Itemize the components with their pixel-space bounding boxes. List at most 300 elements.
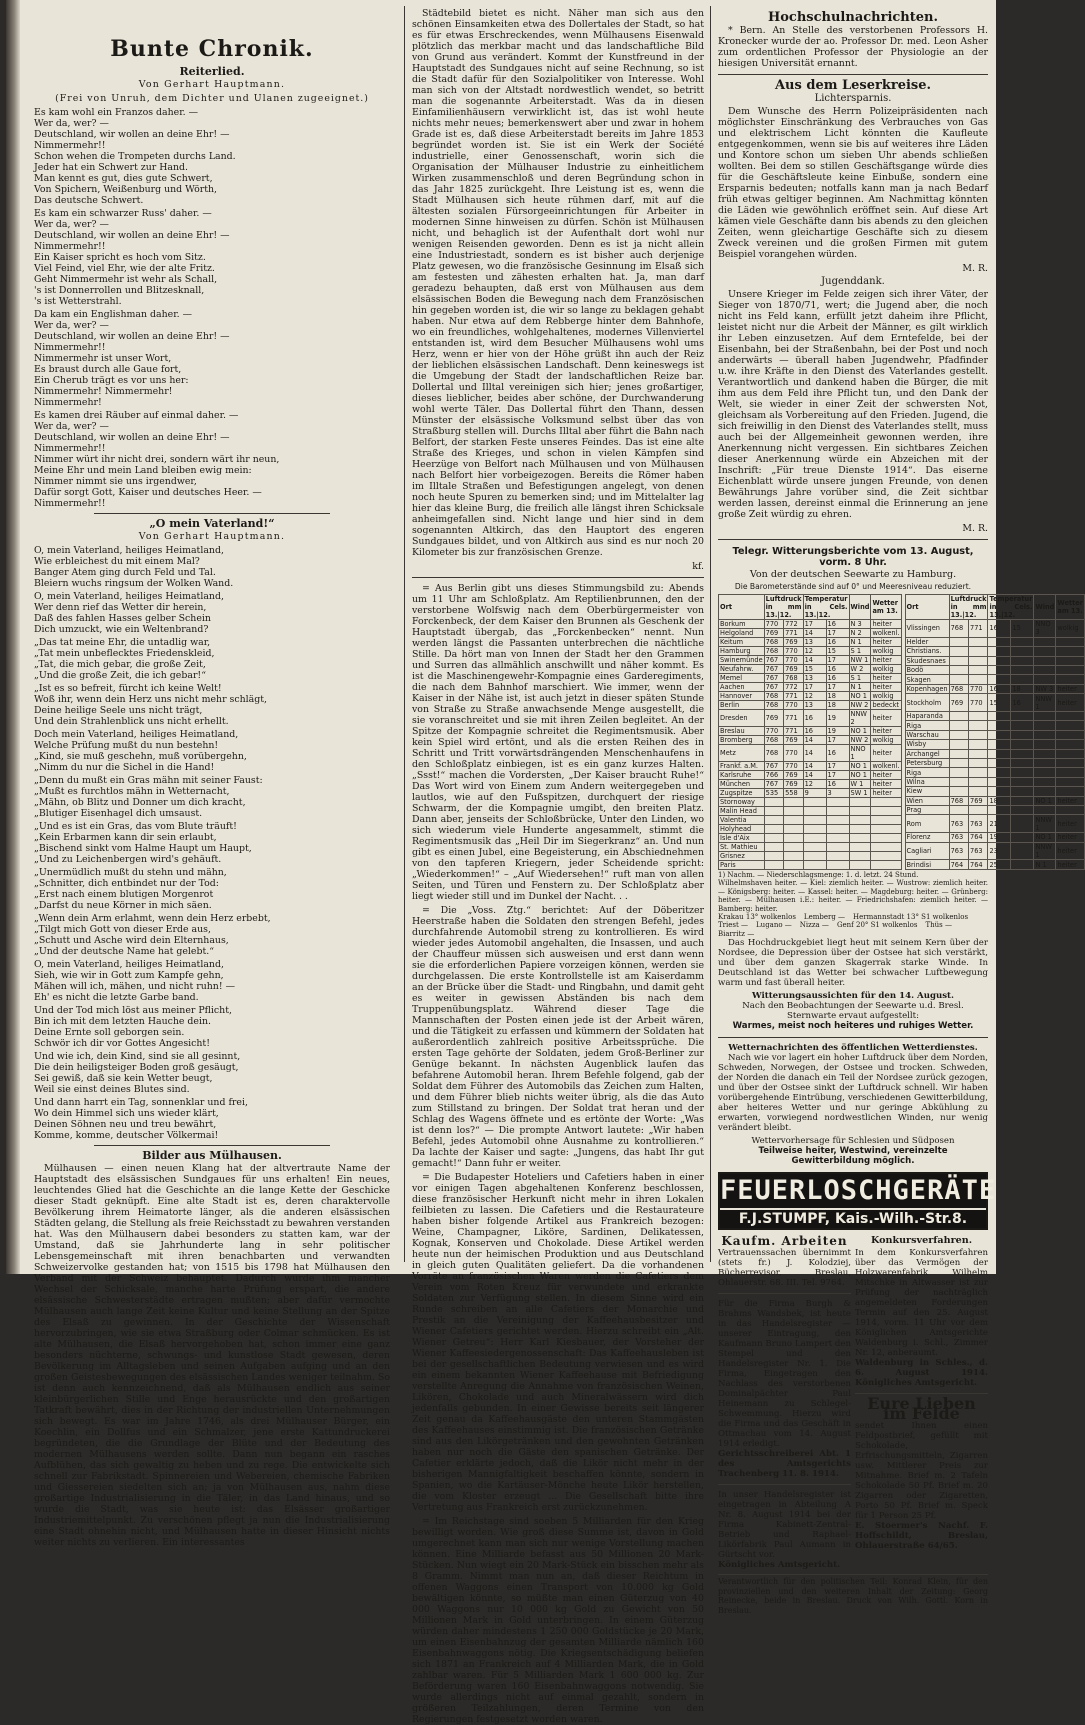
weather-cell	[969, 777, 988, 786]
weather-cell: W 1	[849, 780, 871, 789]
weather-cell	[949, 656, 968, 665]
weather-cell	[1056, 730, 1085, 739]
weather-cell	[988, 675, 1011, 684]
weather-cell	[969, 806, 988, 815]
weather-cell: 769	[784, 780, 803, 789]
weather-cell: Dresden	[719, 710, 765, 727]
weather-cell: heiter	[871, 656, 901, 665]
classified-left	[718, 1236, 851, 1570]
weather-cell	[1011, 749, 1034, 758]
weather-row	[905, 749, 1084, 758]
weather-mini-item: Nizza —	[799, 921, 829, 930]
weather-cell	[1011, 860, 1034, 870]
weather-cell: 16	[1011, 694, 1034, 712]
weather-cell: NW 2	[849, 736, 871, 745]
weather-cell: Stornoway	[719, 798, 765, 807]
weather-cell: 16	[826, 780, 849, 789]
weather-row	[719, 620, 902, 629]
weather-mini-item: Genf 20° S1 wolkenlos	[836, 921, 918, 930]
weather-row	[905, 787, 1084, 796]
weather-cell	[826, 825, 849, 834]
weather-cell	[988, 712, 1011, 721]
column-rule	[404, 6, 405, 1262]
weather-cell	[784, 816, 803, 825]
weather-cell	[988, 637, 1011, 646]
weather-cell: Zugspitze	[719, 789, 765, 798]
poem-dedication: (Frei von Unruh, dem Dichter und Ulanen zugeeignet.)	[55, 93, 369, 104]
weather-cell: 769	[784, 638, 803, 647]
weather-cell: 763	[969, 815, 988, 833]
weather-cell: 18	[826, 692, 849, 701]
weather-cell	[803, 834, 826, 843]
weather-cell: heiter	[871, 771, 901, 780]
weather-cell: S 1	[849, 647, 871, 656]
weather-header-cell: Luftdruck in mm 13.|12.	[950, 595, 987, 619]
weather-cell	[1034, 721, 1056, 730]
column-left	[34, 8, 390, 1548]
weather-cell: 771	[784, 710, 803, 727]
weather-cell: 16	[826, 638, 849, 647]
weather-row	[905, 842, 1084, 860]
weather-cell	[1011, 740, 1034, 749]
poem-stanza: Und der Tod mich löst aus meiner Pflicht, Bin ich mit dem letzten Hauche dein. Deine Ernte soll geborgen sein. Schwör ich dir vor Gottes Angesicht!	[34, 1005, 232, 1049]
weather-cell: heiter	[871, 683, 901, 692]
weather-cell: 767	[764, 683, 783, 692]
weather-cell	[871, 834, 901, 843]
weather-cell	[784, 798, 803, 807]
weather-cell: NW 3	[1034, 684, 1056, 693]
weather-cell	[1011, 815, 1034, 833]
weather-cell	[988, 721, 1011, 730]
weather-cell: 768	[764, 638, 783, 647]
weather-cell	[988, 806, 1011, 815]
weather-cell	[969, 787, 988, 796]
weather-cell	[949, 721, 968, 730]
weather-cell: Hamburg	[719, 647, 765, 656]
weather-cell	[1056, 759, 1085, 768]
weather-cell: heiter	[871, 674, 901, 683]
weather-cell: Valentia	[719, 816, 765, 825]
weather-cell: 768	[949, 684, 968, 693]
section-title: Hochschulnachrichten.	[767, 10, 939, 25]
weather-row	[905, 740, 1084, 749]
weather-cell: 14	[803, 736, 826, 745]
poem-stanza: „Wenn dein Arm erlahmt, wenn dein Herz erbebt, „Tilgt mich Gott von dieser Erde aus, „Schutt und Asche wird dein Elternhaus, „Und der deutsche Name hat gelebt.“	[34, 913, 271, 957]
regional-forecast-text: Teilweise heiter, Westwind, vereinzelte Gewitterbildung möglich.	[758, 1146, 948, 1167]
divider	[94, 1145, 330, 1146]
weather-cell: 769	[969, 796, 988, 805]
poem-stanza: „Denn du mußt ein Gras mähn mit seiner Faust: „Mußt es furchtlos mähn in Wetternacht, „Mähn, ob Blitz und Donner um dich kracht, „Blutiger Eisenhagel dich umsaust.	[34, 775, 263, 819]
weather-cell: 769	[784, 771, 803, 780]
weather-cell	[1011, 647, 1034, 656]
weather-cell: 21	[988, 815, 1011, 833]
weather-row	[905, 730, 1084, 739]
weather-cell: Hannover	[719, 692, 765, 701]
weather-cell: 17	[826, 736, 849, 745]
weather-cell	[949, 749, 968, 758]
weather-cell	[969, 730, 988, 739]
weather-cell: Florenz	[905, 833, 949, 842]
weather-tables	[718, 594, 1083, 870]
weather-cell: NO 1	[849, 727, 871, 736]
weather-cell	[988, 759, 1011, 768]
weather-cell: 764	[969, 860, 988, 870]
weather-cell: 769	[784, 665, 803, 674]
weather-cell: 13	[803, 638, 826, 647]
weather-cell: 770	[784, 647, 803, 656]
weather-cell	[949, 806, 968, 815]
weather-cell: Neufahrw.	[719, 665, 765, 674]
weather-cell: 16	[803, 727, 826, 736]
classified-right	[855, 1236, 988, 1570]
weather-row	[905, 647, 1084, 656]
weather-cell	[1034, 787, 1056, 796]
weather-cell	[1034, 806, 1056, 815]
weather-row	[905, 759, 1084, 768]
weather-cell: wolkig	[871, 736, 901, 745]
weather-cell	[1034, 647, 1056, 656]
weather-cell: Memel	[719, 674, 765, 683]
poem-stanza: O, mein Vaterland, heiliges Heimatland, Wie erbleichest du mit einem Mal? Banger Atem ging durch Feld und Tal. Bleiern wuchs ringsum der Wolken Wand.	[34, 545, 234, 589]
weather-cell: 771	[969, 620, 988, 638]
weather-row	[719, 647, 902, 656]
weather-row	[905, 721, 1084, 730]
weather-cell	[803, 861, 826, 870]
weather-cell: 16	[826, 674, 849, 683]
weather-cell	[949, 787, 968, 796]
weather-row	[905, 833, 1084, 842]
weather-cell	[871, 816, 901, 825]
weather-cell	[988, 777, 1011, 786]
poem-stanza: Es kam ein schwarzer Russ' daher. — Wer da, wer? — Deutschland, wir wollen an deine Ehr! — Nimmermehr!! Ein Kaiser spricht es hoch vom Sitz. Viel Feind, viel Ehr, wie der alte Fritz. Geht Nimmermehr ist wehr als Schall, 's ist Donnerrollen und Blitzesknall, 's ist Wetterstrahl.	[34, 208, 230, 307]
weather-cell: NO 1	[849, 762, 871, 771]
weather-cell: Kopenhagen	[906, 685, 948, 694]
news-item-berlin: = Aus Berlin gibt uns dieses Stimmungsbild zu: Abends um 11 Uhr am Schloßplatz. Am Reptilienbrunnen, den der verstorbene Wolfswig nach dem Oberbürgermeister von Forckenbeck, der dem Kaiser den Brunnen als Geschenk der Hauptstadt übergab, das „Forckenbecken“ nennt. Nun werden längst die Passanten unterbrechen die nächtliche Stille. Da hört man von Innen der Stadt her den Grammen und Surren das allmählich anschwillt und näher kommt. Es ist die Maschinengewehr-Kompagnie eines Garderegiments, die nach dem Bahnhof marschiert. Wie immer, wenn der Kaiser in der Nähe ist, ist auch jetzt in dieser späten Stunde von Straße zu Straße anwachsende Menge ausgestellt, die sie voranschreitet und sie mit ihren Zeilen begleitet. An der Spitze der Kompagnie schreitet die Regimentsmusik. Aber kein Spiel wird ertönt, und als die ersten Reihen des in Schritt und Tritt vorwärtsdrängenden Menschenhaufens in den Schloßplatz einbiegen, ist es ein ganz kurzes Halten. „Ssst!“ machen die Vordersten, „Der Kaiser braucht Ruhe!“ Das Wort wird von Einem zum Andern weitergegeben und lautlos, wie auf den Fußspitzen, durchquert der riesige Schwarm, der die Kompagnie umgibt, den breiten Platz. Dann aber, jenseits der Schloßbrücke, Unter den Linden, wo sich wiederum viele Hunderte angesammelt, stimmt die Regimentsmusik das „Heil Dir im Siegerkranz“ an. Und nun gibt es einen Jubel, eine Begeisterung, ein Abschiednehmen von den tapferen Kriegern, jeder Scheidende spricht: „Wiederkommen!“ – „Auf Wiedersehen!“ ruft man von allen Seiten, und Türen und Fenstern zu. Der Schloßplatz aber liegt wieder still und im Dunkel der Nacht. . .	[412, 583, 704, 902]
poem-stanza: „Das tat meine Ehr, die untadlig war, „Tat mein unbeflecktes Friedenskleid, „Tat, die mich gebar, die große Zeit, „Und die große Zeit, die ich gebar!“	[34, 637, 215, 681]
news-item-reichstag: = Im Reichstage sind soeben 5 Milliarden für den Krieg bewilligt worden. Wie groß diese Summe ist, davon in Gold umgerechnet kann man sich nur wenige Vorstellung machen können. Eine Milliarde befasst aus 50 Millionen 20 Mark-Stücken. Nun wiegt ein 20 Mark-Stück ein bisschen mehr als 8 Gramm. Nimmt man nun an, daß dieser Reichtum in offenen Waggons einen Transport von 10.000 kg Gold bewältigen könnte, so müßte man einen Güterzug von 40 000 Waggons nur 10 000 kg Gold zu Gewicht von 50 Millionen Mark in Gold unterbringen. In einem Güterzug würden daher mindestens 1 250 000 Goldstücke je 20 Mark, um einen Eisenbahnzug der gesamten Milliarde nämlich 160 Eisenbahnwaggons nötig. Die Kriegsentschädigung beliefen sich 1871 an Frankreich auf 4 Milliarden Mark, die in Gold zahlbar waren. Für 5 Milliarden Mark 1 600 000 kg. Zur Beförderung waren 160 Eisenbahnwaggons notwendig. Sie wurde allerdings nicht auf einmal gezahlt, sondern in größeren Teilzahlungen, deren Termine von den Regierungen festgesetzt worden waren.	[412, 1516, 704, 1725]
weather-row	[905, 637, 1084, 646]
weather-cell: N 3	[849, 620, 871, 629]
weather-cell	[1011, 768, 1034, 777]
weather-cell	[1056, 675, 1085, 684]
weather-cell	[1034, 637, 1056, 646]
weather-cell: Warschau	[905, 730, 949, 739]
weather-cell	[1011, 675, 1034, 684]
section-title: Aus dem Leserkreise.	[774, 78, 932, 93]
weather-cell	[826, 861, 849, 870]
weather-cell: 9	[803, 789, 826, 798]
weather-cell: Archangel	[905, 749, 949, 758]
weather-cell: 13	[803, 674, 826, 683]
weather-cell: 535	[764, 789, 783, 798]
weather-row	[719, 692, 902, 701]
poem-stanza: Es kamen drei Räuber auf einmal daher. — Wer da, wer? — Deutschland, wir wollen an deine Ehr! — Nimmermehr!! Nimmer würt ihr nicht drei, sondern wärt ihr neun, Meine Ehr und mein Land bleiben ewig mein: Nimmer nimmt sie uns irgendwer, Dafür sorgt Gott, Kaiser und deutsches Heer. — Nimmermehr!!	[34, 410, 280, 509]
weather-cell: Helgoland	[719, 629, 765, 638]
weather-mini-item: Thüs —	[925, 921, 953, 930]
poem-author: Von Gerhart Hauptmann.	[138, 531, 286, 542]
weather-cell: 558	[784, 789, 803, 798]
weather-cell	[1056, 777, 1085, 786]
poem-stanza: O, mein Vaterland, heiliges Heimatland, Wer denn rief das Wetter dir herein, Daß des fahlen Hasses gelber Schein Dich umzuckt, wie ein Weltenbrand?	[34, 591, 224, 635]
weather-row	[905, 796, 1084, 805]
weather-footnote: 1) Nachm. — Niederschlagsmenge: 1. d. letzt. 24 Stund.	[718, 871, 919, 879]
column-rule	[710, 6, 711, 1262]
weather-cell: 13	[803, 701, 826, 710]
weather-cell	[1056, 647, 1085, 656]
weather-cell: 768	[784, 674, 803, 683]
poem-stanza: „Und es ist ein Gras, das vom Blute träuft! „Kein Erbarmen kann dir sein erlaubt, „Bischend sinkt vom Halme Haupt um Haupt, „Und zu Leichenbergen wird's gehäuft.	[34, 821, 252, 865]
weather-cell	[1056, 787, 1085, 796]
weather-cell	[871, 843, 901, 852]
weather-cell: Brindisi	[905, 860, 949, 870]
weather-row	[719, 727, 902, 736]
weather-cell	[969, 759, 988, 768]
weather-cell: Breslau	[719, 727, 765, 736]
weather-row	[905, 815, 1084, 833]
weather-cell: Vlissingen	[905, 620, 949, 638]
weather-cell: SW 1	[849, 789, 871, 798]
weather-row	[905, 694, 1084, 712]
classified-heading: Kaufm. Arbeiten	[721, 1234, 848, 1249]
weather-cell: wolkenl.	[872, 629, 900, 637]
weather-cell	[969, 721, 988, 730]
weather-cell: 18	[1011, 684, 1034, 693]
divider	[718, 1037, 988, 1038]
weather-cell: 770	[784, 656, 803, 665]
weather-cell	[803, 816, 826, 825]
weather-cell	[949, 637, 968, 646]
weather-cell	[969, 666, 988, 675]
weather-cell: 17	[826, 683, 849, 692]
weather-row	[905, 675, 1084, 684]
weather-row	[719, 701, 902, 710]
weather-row	[719, 683, 902, 692]
weather-row	[905, 656, 1084, 665]
weather-cell: 16	[826, 620, 849, 629]
weather-cell: 771	[784, 692, 803, 701]
article-signature: kf.	[692, 561, 704, 572]
weather-cell: heiter	[1056, 842, 1085, 860]
weather-cell	[988, 647, 1011, 656]
weather-cell: 16	[826, 665, 849, 674]
weather-cell: 15	[988, 694, 1011, 712]
weather-cell: 768	[764, 736, 783, 745]
weather-cell: 770	[969, 684, 988, 693]
weather-cell: Holyhead	[719, 825, 765, 834]
weather-cell	[988, 666, 1011, 675]
weather-cell: Helder	[905, 637, 949, 646]
notice-text: In dem Konkursverfahren über das Vermögen der Holzwarenfabrik Wilhelm Mitschke in Altwasser ist zur Prüfung der nachträglich angemeldeten Forderungen Termin auf den 25. August 1914, vorm. 11 Uhr vor dem Königlichen Amtsgerichte Waldenburg i. Schl., Zimmer Nr. 12, anberaumt.	[855, 1248, 988, 1359]
classifieds	[718, 1236, 988, 1570]
weather-cell	[1011, 759, 1034, 768]
weather-cell: 16	[988, 684, 1011, 693]
weather-header-cell: Wind	[849, 595, 871, 620]
weather-cell	[1056, 768, 1085, 777]
weather-cell	[1011, 666, 1034, 675]
weather-cell	[764, 861, 783, 870]
weather-cell	[764, 798, 783, 807]
weather-cell: 15	[803, 665, 826, 674]
weather-cell: heiter	[871, 620, 901, 629]
weather-cell	[1011, 787, 1034, 796]
weather-cell	[1034, 768, 1056, 777]
weather-cell: Wilna	[905, 777, 949, 786]
weather-header-cell: Temperatur in Cels. 13.|12.	[989, 595, 1033, 619]
weather-cell: 770	[969, 694, 988, 712]
weather-header-cell: Wind	[1034, 595, 1056, 620]
weather-cell	[1034, 759, 1056, 768]
weather-cell	[969, 637, 988, 646]
weather-cell	[1011, 806, 1034, 815]
weather-cell: 763	[949, 833, 968, 842]
weather-cell: 14	[803, 629, 826, 638]
weather-cell	[849, 798, 871, 807]
weather-cell	[1056, 637, 1085, 646]
notice-sign: Königliches Amtsgericht.	[718, 1560, 841, 1571]
weather-cell	[764, 852, 783, 861]
weather-cell: 770	[784, 762, 803, 771]
weather-cell	[1056, 721, 1085, 730]
weather-service-title: Wetternachrichten des öffentlichen Wetterdienstes.	[728, 1043, 978, 1054]
weather-cell: 770	[764, 727, 783, 736]
weather-cell: 3	[826, 789, 849, 798]
forecast-text: Warmes, meist noch heiteres und ruhiges Wetter.	[732, 1021, 974, 1032]
section-masthead: Bunte Chronik.	[110, 36, 314, 62]
weather-row	[719, 861, 902, 870]
weather-row	[905, 768, 1084, 777]
weather-cell	[764, 816, 783, 825]
weather-cell: 17	[826, 629, 849, 638]
weather-mini-item: Lugano —	[756, 921, 792, 930]
imprint: Verantwortlich für den politischen Teil: Konrad Klein, für den provinziellen und den weiteren Inhalt der Zeitung: Georg Reinecke, beide in Breslau. Druck von Wilh. Gottl. Korn in Breslau.	[718, 1574, 988, 1615]
weather-cell: 768	[764, 745, 783, 762]
poem-stanza: Und dann harrt ein Tag, sonnenklar und frei, Wo dein Himmel sich uns wieder klärt, Deinen Söhnen neu und treu bewährt, Komme, komme, deutscher Völkermai!	[34, 1097, 248, 1141]
weather-cell: Bromberg	[719, 736, 765, 745]
weather-cell	[803, 843, 826, 852]
weather-overview: Das Hochdruckgebiet liegt heut mit seinem Kern über der Nordsee, die Depression über der Ostsee hat sich verstärkt, und über dem ganzen Skagerrak starke Winde. In Deutschland ist das Wetter bei schwacher Luftbewegung warm und fast überall heiter.	[718, 938, 988, 989]
weather-cell: Borkum	[719, 620, 765, 629]
weather-cell: 23	[988, 842, 1011, 860]
article-title: Bilder aus Mülhausen.	[142, 1149, 282, 1162]
weather-row	[905, 712, 1084, 721]
weather-cell: heiter	[1056, 796, 1085, 805]
weather-cell	[969, 712, 988, 721]
weather-cell: 15	[826, 647, 849, 656]
weather-row	[719, 629, 902, 638]
weather-cell: Metz	[719, 745, 765, 762]
weather-cell	[949, 647, 968, 656]
weather-row	[905, 684, 1084, 693]
weather-cell	[803, 825, 826, 834]
weather-header-cell: Temperatur in Cels. 13.|12.	[804, 595, 848, 619]
weather-cell	[871, 798, 901, 807]
poem-stanza: Doch mein Vaterland, heiliges Heimatland, Welche Prüfung mußt du nun bestehn! „Kind, sie muß geschehn, muß vorübergehn, „Nimm du nur die Sichel in die Hand!	[34, 729, 247, 773]
weather-cell	[784, 834, 803, 843]
weather-cell: 12	[803, 780, 826, 789]
weather-cell: Rom	[905, 815, 949, 833]
weather-cell	[1056, 740, 1085, 749]
weather-cell: Prag	[905, 806, 949, 815]
weather-cell: Skudesnaes	[905, 656, 949, 665]
subsection-title: Jugenddank.	[821, 276, 885, 287]
weather-cell	[1034, 712, 1056, 721]
weather-cell	[784, 807, 803, 816]
weather-cell: wolkig	[871, 692, 901, 701]
weather-row	[719, 834, 902, 843]
weather-cell: 17	[803, 620, 826, 629]
weather-cell: 18	[988, 796, 1011, 805]
weather-cell	[784, 852, 803, 861]
weather-cell: 767	[764, 665, 783, 674]
notice-text: Für die Firma Burgh & Brahms Wandsbek, ist heute in das Handelsregister — unserer Eintragung, den Kaufmann Bruno Lampert den Stempel und den Handelsregister Nr. 1. Die Firma, Eingetragen den Nachlass des verstorbenen Dominalpächter Paul Heinemann zu Schlegel-Schwemmung. Hierzu wird die Firma und das Geschäft in Ottmachau vom 14. August 1914 erledigt.	[718, 1299, 851, 1450]
weather-cell	[1034, 749, 1056, 758]
divider	[718, 1484, 851, 1485]
weather-row	[719, 825, 902, 834]
weather-cell: heiter	[871, 780, 901, 789]
letter-signature: M. R.	[962, 523, 988, 534]
article-continuation: Städtebild bietet es nicht. Näher man sich aus den schönen Einsamkeiten etwa des Dollertales der Stadt, so hat es für etwas Erschreckendes, wenn Mülhausens Eisenwald plötzlich das merkbar macht und das landschaftliche Bild von Grund aus verändert. Kommt der Kunstfreund in der Hauptstadt des Sundgaues nicht auf seine Rechnung, so ist die Stadt dafür für den Sozialpolitiker von Interesse. Wohl man sich von der Altstadt nordwestlich wendet, so betritt man die sogenannte Arbeiterstadt. Was da in diesen Einfamilienhäusern verwirklicht ist, das ist wohl heute nichts mehr neues; bemerkenswert aber und zwar in hohem Grade ist es, daß diese Arbeiterstadt bereits im Jahre 1853 begründet worden ist. Sie ist ein Werk der Société industrielle, einer Genossenschaft, worin sich die Organisation der Mülhauser Industrie zu einheitlichem Wirken zusammenschloß und deren Begründung schon in das Jahr 1825 zurückgeht. Ihre Leistung ist es, wenn die Stadt Mülhausen sich heute rühmen darf, mit auf die ältesten sozialen Fürsorgeeinrichtungen für Arbeiter in modernen Sinne hinweisen zu dürfen. Schön ist Mülhausen nicht, und behaglich ist der Aufenthalt dort wohl nur wenigen Reisenden geworden. Denn es ist ja nicht allein eine Industriestadt, sondern es ist bisher auch derjenige Platz gewesen, wo die französische Gesinnung im Elsaß sich am festesten und zähesten erhalten hat. Ja, man darf geradezu behaupten, daß erst von Mülhausen aus dem elsässischen Boden die Bewegung nach dem Französischen hin gegeben worden ist, die wir so lange zu beklagen gehabt haben. Nur etwa auf dem Rebberge hinter dem Bahnhofe, wo ein freundliches, wohlgehaltenes, modernes Villenviertel entstanden ist, wird dem Besucher Mülhausens wohl ums Herz, wenn er hier von der Höhe grüßt ihn auch der Reiz der lieblichen elsässischen Landschaft. Denn keineswegs ist die Umgebung der Stadt der landschaftlichen Reize bar. Dollertal und Illtal vereinigen sich hier; jenes großartiger, dieses lieblicher, beides aber schöne, der Durchwanderung wohl werte Täler. Das Dollertal führt den Thann, dessen Münster der elsässische Volksmund selbst über das von Straßburg stellen will. Durchs Illtal aber führt die Bahn nach Belfort, der starken Feste unseres Feindes. Das ist eine alte Straße des Krieges, und schon in vielen Kämpfen sind Heerzüge von Belfort nach Mülhausen und von Mülhausen nach Belfort hier vorbeigezogen. Bereits die Römer haben im Illtale Straßen und Befestigungen angelegt, von denen noch heute Spuren zu bemerken sind; und im Mittelalter lag hier das kleine Burg, die freilich alle längst ihren Schicksale anheimgefallen sind. Nicht lange und hier sind in dem sogenannten Altkirch, das den Hauptort des engeren Sundgaues bildet, und von Altkirch aus sind es nur noch 20 Kilometer bis zur französischen Grenze.	[412, 8, 704, 558]
weather-cell: Frankf. a.M.	[719, 762, 765, 771]
weather-cell: heiter	[1056, 833, 1085, 842]
weather-row	[719, 771, 902, 780]
weather-cell: 772	[784, 620, 803, 629]
weather-cell	[826, 816, 849, 825]
notice-sign: Waldenburg in Schles., d. 6. August 1914. Königliches Amtsgericht.	[855, 1358, 988, 1389]
weather-mini-item: Biarritz —	[718, 929, 755, 938]
notice-sign: Gerichtsschreiberei Abt. 1 des Amtsgerichts Trachenberg 11. 8. 1914.	[718, 1449, 851, 1480]
weather-row	[905, 666, 1084, 675]
weather-row	[719, 852, 902, 861]
weather-cell	[1034, 656, 1056, 665]
weather-cell: NO 1	[1034, 833, 1056, 842]
ad-address: F.J.STUMPF, Kais.-Wilh.-Str.8.	[720, 1208, 986, 1228]
weather-cell: 763	[949, 842, 968, 860]
weather-cell	[1011, 833, 1034, 842]
weather-note: Die Barometerstände sind auf 0° und Meeresniveau reduziert.	[734, 582, 972, 591]
weather-cell: heiter	[871, 789, 901, 798]
weather-cell: 12	[803, 647, 826, 656]
weather-row	[719, 638, 902, 647]
weather-cell: 14	[803, 745, 826, 762]
weather-cell	[988, 749, 1011, 758]
weather-row	[719, 736, 902, 745]
notice-text: In unser Handelsregister ist eingetragen in Abteilung A Nr. 8. August 1914 bei der Firma Kabinett-Zentral-Betrieb und Raphael-Likörfabrik Paul Aumann in Gürtscht vor.	[718, 1490, 851, 1561]
weather-cell: Riga	[905, 721, 949, 730]
weather-cell: Aachen	[719, 683, 765, 692]
weather-cell	[969, 656, 988, 665]
weather-row	[719, 745, 902, 762]
weather-cell	[1056, 666, 1085, 675]
weather-cell	[1034, 777, 1056, 786]
divider	[718, 1293, 851, 1294]
weather-row	[719, 816, 902, 825]
poem-stanza: Da kam ein Englishman daher. — Wer da, wer? — Deutschland, wir wollen an deine Ehr! — Nimmermehr!! Nimmermehr ist unser Wort, Es braust durch alle Gaue fort, Ein Cherub trägt es vor uns her: Nimmermehr! Nimmermehr! Nimmermehr!	[34, 309, 230, 408]
weather-cell: 772	[784, 683, 803, 692]
poem-stanza: „Ist es so befreit, fürcht ich keine Welt! Woß ihr, wenn dein Herz uns nicht mehr schlägt, Deine heilige Seele uns nicht trägt, Und dein Strahlenblick uns nicht erhellt.	[34, 683, 267, 727]
weather-header-cell: Wetter am 13.	[1056, 595, 1085, 620]
weather-cell: heiter	[1056, 860, 1085, 870]
weather-cell: bedeckt	[872, 701, 899, 709]
news-item-budapest: = Die Budapester Hoteliers und Cafetiers haben in einer vor einigen Tagen abgehaltenen Konferenz beschlossen, diese französischer Herkunft nicht mehr in ihren Lokalen feilbieten zu lassen. Die Cafetiers und die Restaurateure haben bisher folgende Artikel aus Frankreich bezogen: Weine, Champagner, Liköre, Sardinen, Delikatessen, Kognak, Konserven und Chokolade. Diese Artikel werden heute nun der heimischen Produktion und aus Deutschland in gleich guten Qualitäten geliefert. Da die vorhandenen Vorräte an französischen Waren werden die Cafetiers dem Verein vom Roten Kreuz für verwundete und erkrankte Soldaten zur Verfügung stellen. In diesem Sinne wird ein Runde schreiben an alle Cafetiers der Monarchie und Prestik an die Vereinigung der Kaffeehausbesitzer und Wiener Cafetiers gerichtet werden. Hierzu schreibt ein „Alt. Wiener Getreu“: Herr Karl Kiesbauer, der Vorsteher der Wiener Kaffeesiedergenossenschaft: Das Kaffeehausleben ist bei der gesellschaftlichen Bedeutung verwiesen und es wird ein einem bekannten Wiener Kaffeehause mit Befriedigung verstellte Anregung die Annahme von französischen Weinen, Likören, Chokolade und auch Mineralwässern wird dich jedenfalls gebunden. In einer Gewisse bereits seit längerer Zeit genau da Kaffeehausgäste den unteren Stammgästen des Kaffeehauses einstimmig ist. Die französischen Getränke sind aus den Likörgetränken und den gewohnten Getränken haben nur noch die Gäste den spanischen Getränke. Der Cafetier erklärte jedoch, daß die Likör nicht mehr in der bisherigen Mannigfaltigkeit beschaffen könnte, sondern in Spanien, wo die Kartäuser-Mönche heute Likör herstellen, die vom Kloster erzeugt ... Die Gesellschaft bitte ihre Vertretung aus Frankreich erst zurückzunehmen.	[412, 1172, 704, 1513]
weather-cell: NW 1	[849, 656, 871, 665]
weather-cell	[969, 768, 988, 777]
weather-row	[719, 674, 902, 683]
weather-cell: NW 2	[849, 701, 871, 710]
weather-cell: 763	[949, 815, 968, 833]
weather-header-cell: Ort	[719, 595, 765, 620]
weather-cell	[826, 852, 849, 861]
weather-cell: Keitum	[719, 638, 765, 647]
